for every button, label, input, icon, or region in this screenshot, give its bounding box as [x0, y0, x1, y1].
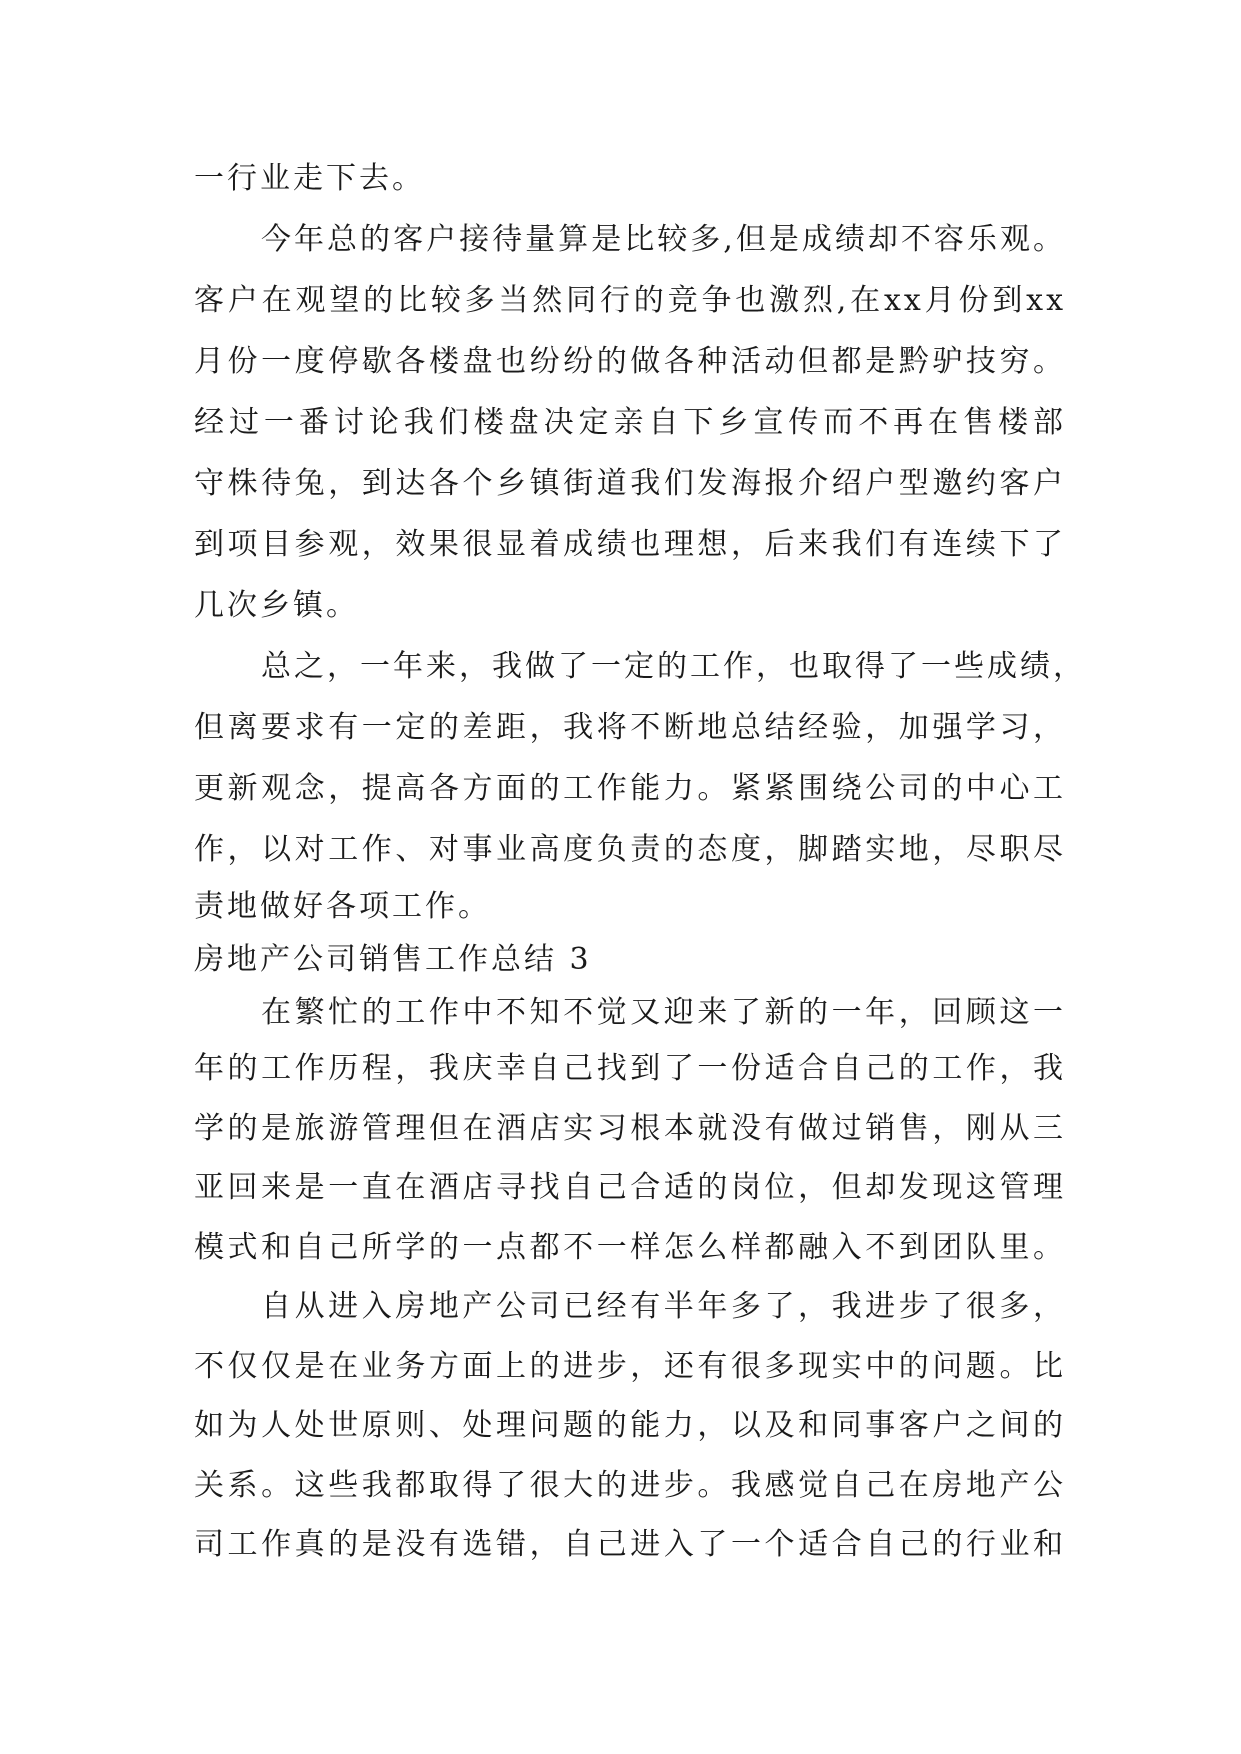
- paragraph-line: 亚回来是一直在酒店寻找自己合适的岗位，但却发现这管理: [194, 1170, 1066, 1205]
- paragraph-line: 不仅仅是在业务方面上的进步，还有很多现实中的问题。比: [194, 1348, 1066, 1384]
- paragraph-line: 月份一度停歇各楼盘也纷纷的做各种活动但都是黔驴技穷。: [194, 344, 1066, 379]
- paragraph-line: 作，以对工作、对事业高度负责的态度，脚踏实地，尽职尽: [194, 832, 1066, 867]
- paragraph: [194, 986, 1066, 1277]
- paragraph-line: 自从进入房地产公司已经有半年多了，我进步了很多，: [261, 1289, 1066, 1324]
- paragraph-line: 模式和自己所学的一点都不一样怎么样都融入不到团队里。: [194, 1229, 1066, 1265]
- paragraph-line: 几次乡镇。: [194, 588, 359, 623]
- paragraph-line: 经过一番讨论我们楼盘决定亲自下乡宣传而不再在售楼部: [194, 405, 1066, 440]
- paragraph-line: 总之，一年来，我做了一定的工作，也取得了一些成绩，: [261, 649, 1086, 684]
- document-body: [194, 148, 1086, 1575]
- paragraph-line: 守株待兔，到达各个乡镇街道我们发海报介绍户型邀约客户: [194, 466, 1066, 501]
- paragraph: [194, 636, 1086, 933]
- paragraph-line: 司工作真的是没有选错，自己进入了一个适合自己的行业和: [194, 1527, 1066, 1562]
- paragraph-line: 学的是旅游管理但在酒店实习根本就没有做过销售，刚从三: [194, 1110, 1066, 1146]
- paragraph-line: 但离要求有一定的差距，我将不断地总结经验，加强学习，: [194, 710, 1066, 745]
- paragraph-line: 到项目参观，效果很显着成绩也理想，后来我们有连续下了: [194, 527, 1066, 562]
- section-before-heading: [194, 148, 1086, 933]
- paragraph-line: 更新观念，提高各方面的工作能力。紧紧围绕公司的中心工: [194, 771, 1066, 806]
- paragraph-line: 一行业走下去。: [194, 161, 425, 196]
- paragraph-line: 今年总的客户接待量算是比较多,但是成绩却不容乐观。: [261, 222, 1066, 257]
- section-after-heading: [194, 986, 1066, 1575]
- paragraph-line: 年的工作历程，我庆幸自己找到了一份适合自己的工作，我: [194, 1051, 1066, 1086]
- paragraph-line: 如为人处世原则、处理问题的能力，以及和同事客户之间的: [194, 1408, 1066, 1443]
- paragraph-line: 在繁忙的工作中不知不觉又迎来了新的一年，回顾这一: [261, 995, 1066, 1030]
- section-heading: 房地产公司销售工作总结 3: [194, 942, 592, 977]
- paragraph: [194, 209, 1066, 636]
- paragraph-line: 客户在观望的比较多当然同行的竞争也激烈,在xx月份到xx: [194, 283, 1066, 318]
- paragraph-line: 关系。这些我都取得了很大的进步。我感觉自己在房地产公: [194, 1467, 1066, 1503]
- paragraph: [194, 148, 1066, 209]
- paragraph: [194, 1277, 1066, 1575]
- paragraph-line: 责地做好各项工作。: [194, 889, 491, 924]
